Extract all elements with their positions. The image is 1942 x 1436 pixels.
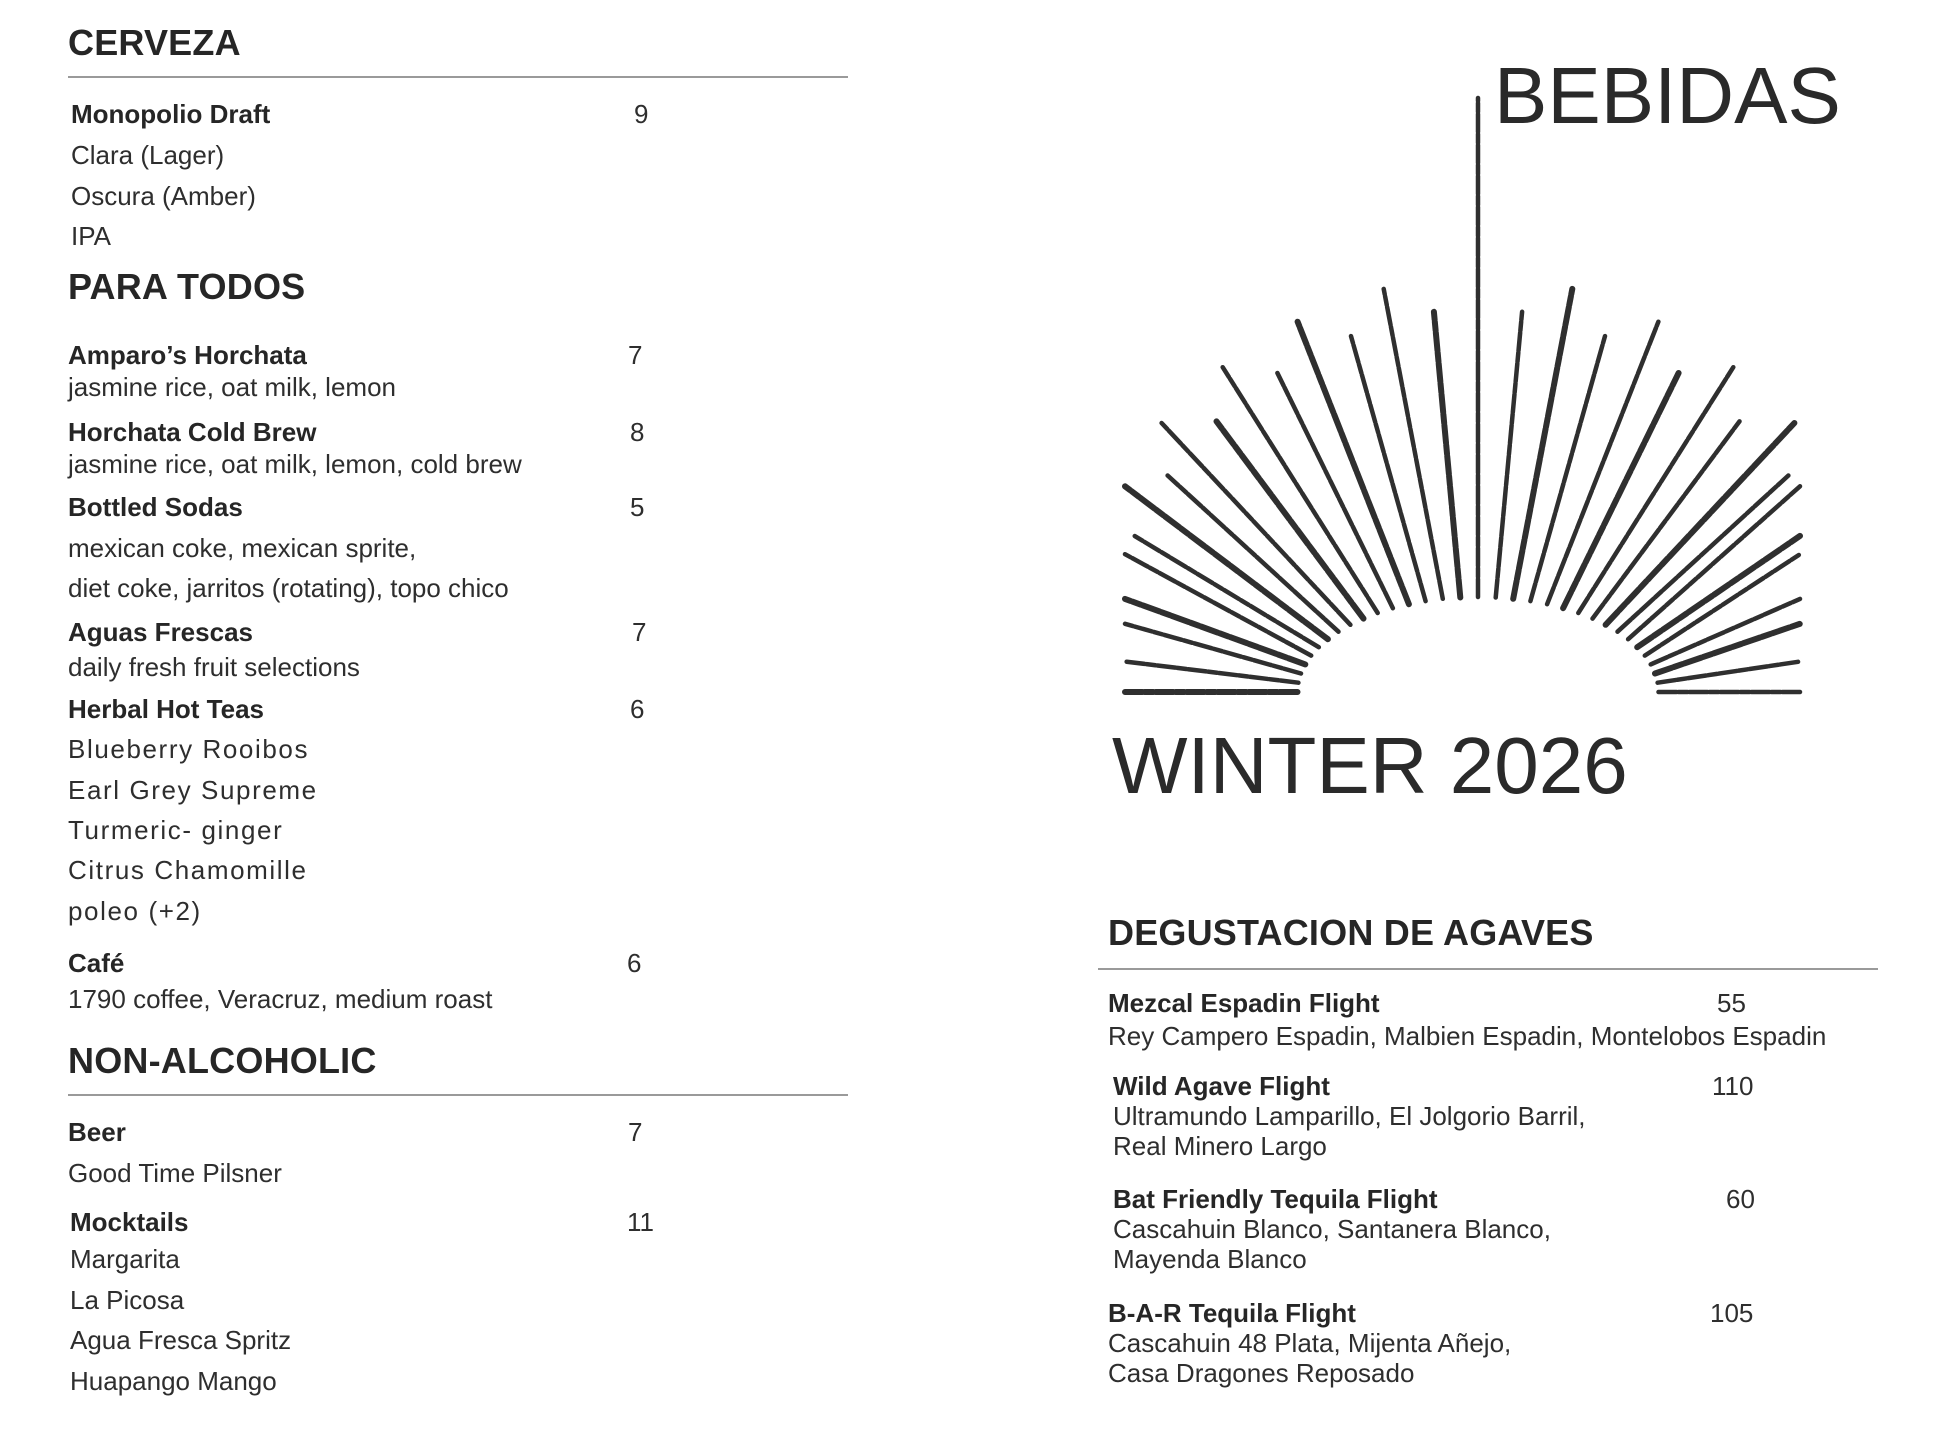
section-heading-cerveza: CERVEZA [68,22,241,63]
item-price: 7 [632,617,647,647]
item-name-cold-brew: Horchata Cold Brew [68,417,317,447]
item-price: 55 [1717,988,1746,1018]
item-name-mezcal-flight: Mezcal Espadin Flight [1108,988,1380,1018]
item-name-monopolio-draft: Monopolio Draft [71,99,271,129]
list-item: Oscura (Amber) [71,181,256,211]
sunburst-ray [1135,536,1319,647]
sunburst-ray [1434,312,1460,598]
item-price: 7 [628,1117,643,1147]
item-description: jasmine rice, oat milk, lemon [68,372,396,402]
item-name-horchata: Amparo’s Horchata [68,340,307,370]
item-name-bar-tequila-flight: B-A-R Tequila Flight [1108,1298,1356,1328]
divider [68,1094,848,1096]
item-description: mexican coke, mexican sprite, [68,533,417,563]
item-price: 60 [1726,1184,1755,1214]
list-item: Agua Fresca Spritz [70,1325,292,1355]
item-price: 7 [628,340,643,370]
sunburst-ray [1578,367,1733,613]
sunburst-ray [1563,373,1679,608]
item-description: Casa Dragones Reposado [1108,1358,1415,1388]
section-heading-non-alcoholic: NON-ALCOHOLIC [68,1040,377,1081]
item-name-wild-agave-flight: Wild Agave Flight [1113,1071,1330,1101]
item-description: diet coke, jarritos (rotating), topo chico [68,573,509,603]
sunburst-ray [1547,322,1658,605]
item-name-bottled-sodas: Bottled Sodas [68,492,243,522]
divider [1098,968,1878,970]
item-price: 6 [627,948,642,978]
item-description: jasmine rice, oat milk, lemon, cold brew [68,449,522,479]
sunburst-ray [1298,322,1409,605]
item-description: daily fresh fruit selections [68,652,360,682]
item-description: Good Time Pilsner [68,1158,282,1188]
list-item: Margarita [70,1244,180,1274]
item-description: Rey Campero Espadin, Malbien Espadin, Montelobos Espadin [1108,1021,1827,1051]
item-name-aguas-frescas: Aguas Frescas [68,617,253,647]
list-item: IPA [71,221,111,251]
item-name-herbal-hot-teas: Herbal Hot Teas [68,694,265,724]
item-name-mocktails: Mocktails [70,1207,189,1237]
item-description: Cascahuin 48 Plata, Mijenta Añejo, [1108,1328,1512,1358]
sunburst-graphic [1110,90,1810,700]
item-price: 110 [1712,1071,1754,1101]
item-description: Ultramundo Lamparillo, El Jolgorio Barril, [1113,1101,1586,1131]
section-heading-para-todos: PARA TODOS [68,266,306,307]
list-item: Earl Grey Supreme [68,775,318,805]
list-item: Huapango Mango [70,1366,277,1396]
item-name-cafe: Café [68,948,125,978]
list-item: Blueberry Rooibos [68,734,310,764]
list-item: Turmeric- ginger [68,815,284,845]
item-description: Real Minero Largo [1113,1131,1327,1161]
item-name-bat-friendly-flight: Bat Friendly Tequila Flight [1113,1184,1438,1214]
sunburst-ray [1351,336,1426,601]
sunburst-ray [1125,486,1328,639]
season-title: WINTER 2026 [1112,721,1628,810]
item-price: 105 [1710,1298,1754,1328]
item-name-beer: Beer [68,1117,126,1147]
section-heading-agaves: DEGUSTACION DE AGAVES [1108,912,1594,953]
page-title: BEBIDAS [1494,51,1841,140]
list-item: La Picosa [70,1285,185,1315]
item-description: Mayenda Blanco [1113,1244,1307,1274]
item-description: 1790 coffee, Veracruz, medium roast [68,984,493,1014]
item-price: 5 [630,492,645,522]
sunburst-icon [1110,90,1810,705]
item-description: Cascahuin Blanco, Santanera Blanco, [1113,1214,1551,1244]
divider [68,76,848,78]
sunburst-ray [1530,336,1605,601]
list-item: Clara (Lager) [71,140,225,170]
item-price: 11 [627,1207,654,1237]
list-item: poleo (+2) [68,896,202,926]
item-price: 6 [630,694,645,724]
sunburst-ray [1496,312,1522,598]
list-item: Citrus Chamomille [68,855,308,885]
item-price: 9 [634,99,649,129]
item-price: 8 [630,417,645,447]
sunburst-ray [1277,373,1393,608]
